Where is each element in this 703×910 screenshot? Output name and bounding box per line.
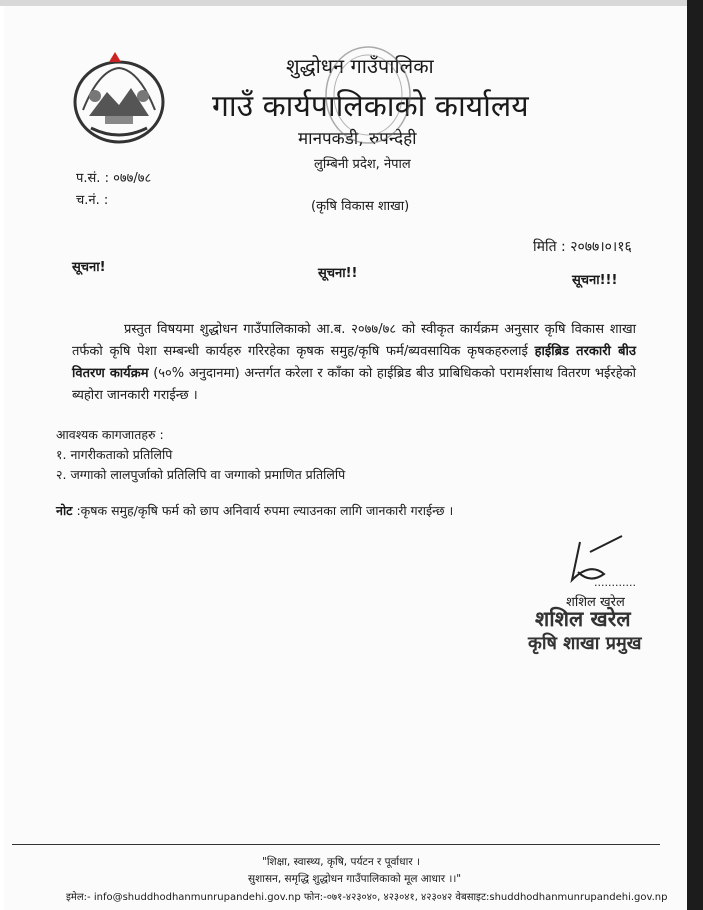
note-text: :कृषक समुह/कृषि फर्म को छाप अनिवार्य रुपमा ल्याउनका लागि जानकारी गराईन्छ । [72,503,454,518]
body-text-part2: (५०% अनुदानमा) अन्तर्गत करेला र काँका को हाईब्रिड बीउ प्राबिधिकको परामर्शसाथ वितरण भईरहेको ब्यहोरा जानकारी गराईन्छ । [72,366,636,403]
notice-heading-3: सूचना!!! [572,273,618,288]
requirement-item: २. जग्गाको लालपुर्जाको प्रतिलिपि वा जग्गाको प्रमाणित प्रतिलिपि [56,467,346,482]
requirement-item: १. नागरीकताको प्रतिलिपि [56,447,173,462]
program-name: हाईब्रिड तरकारी बीउ वितरण कार्यक्रम [72,344,636,381]
footer-motto-line2: सुशासन, समृद्धि शुद्धोधन गाउँपालिकाको मूल आधार ।।" [248,873,462,885]
nepal-emblem-icon [68,50,170,146]
notice-body [72,319,636,407]
office-title: गाउँ कार्यपालिकाको कार्यालय [212,89,529,124]
body-text-part1: प्रस्तुत विषयमा शुद्धोधन गाउँपालिकाको आ.ब. २०७७/७८ को स्वीकृत कार्यक्रम अनुसार कृषि विकास शाखा तर्फको कृषि पेशा सम्बन्धी कार्यहरु गरिरहेका कृषक समुह/कृषि फर्म/ब्यवसायिक कृषकहरुलाई [72,322,636,359]
reference-number: प.सं. : ०७७/७८ [76,171,152,186]
scan-border-right [687,0,703,910]
branch-name: (कृषि विकास शाखा) [311,199,410,214]
signatory-title: कृषि शाखा प्रमुख [528,633,642,654]
notice-heading-2: सूचना!! [318,266,358,281]
notice-heading-1: सूचना! [72,260,106,275]
office-stamp-icon [318,40,418,150]
signatory-stamp-name: शशिल खरेल [535,607,631,631]
letter-date: मिति : २०७७।०।१६ [533,239,632,255]
footer-motto-line1: "शिक्षा, स्वास्थ्य, कृषि, पर्यटन र पूर्वाधार । [262,856,420,868]
note-label: नोट [56,503,73,518]
note-line [56,502,453,519]
requirements-heading: आवश्यक कागजातहरु : [56,427,164,442]
province-line: लुम्बिनी प्रदेश, नेपाल [314,157,411,172]
footer-divider [12,844,660,845]
signatory-name: शशिल खरेल [566,595,625,610]
footer-contact: इमेल:- info@shuddhodhanmunrupandehi.gov.np फोन:-०७१-४२३०४०, ४२३०४१, ४२३०४२ वेबसाइट:shuddhodhanmunrupandehi.gov.np [66,892,668,903]
office-location: मानपकडी, रुपन्देही [298,129,417,149]
signature-dots: ............ [594,576,636,589]
dispatch-number: च.नं. : [76,193,109,208]
municipality-name: शुद्धोधन गाउँपालिका [286,54,434,78]
